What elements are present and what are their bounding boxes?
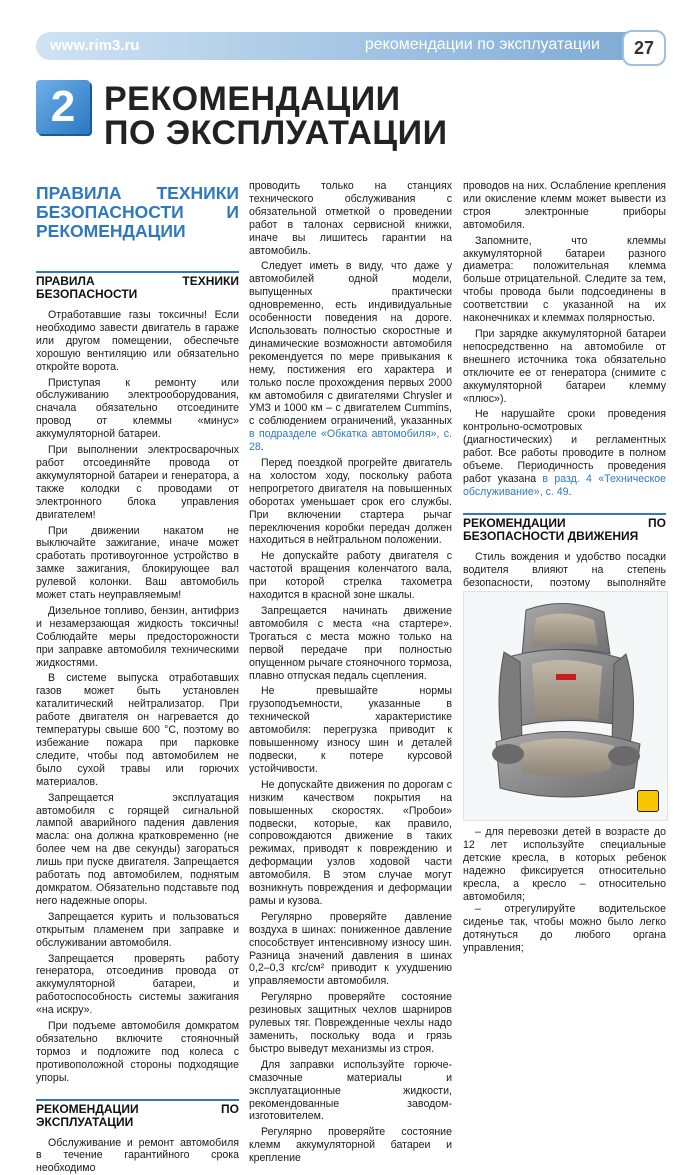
subsection-heading: РЕКОМЕНДАЦИИ ПО ЭКСПЛУАТАЦИИ [36,1099,239,1129]
child-seat-illustration [464,592,667,820]
paragraph: Обслуживание и ремонт автомобиля в течение гарантийного срока необходимо [36,1136,239,1175]
paragraph: Запрещается начинать движение автомобиля с места «на стартере». Трогаться с места можно только на первой передаче при полностью опущенном рычаге стояночного тормоза, плавно отпуская педаль сцепления. [249,605,452,682]
subsection-heading: РЕКОМЕНДАЦИИ ПО БЕЗОПАСНОСТИ ДВИЖЕНИЯ [463,513,666,543]
section-title: ПРАВИЛА ТЕХНИКИ БЕЗОПАСНОСТИ И РЕКОМЕНДАЦИИ [36,183,239,241]
child-seat-photo [463,591,668,821]
paragraph: Не превышайте нормы грузоподъемности, указанные в технической характеристике автомобиля: перегрузка приводит к повышенному износу шин и деталей подвески, к потере курсовой устойчивости. [249,685,452,775]
paragraph-text: Следует иметь в виду, что даже у автомобилей одной модели, выпущенных практически одновременно, есть индивидуальные особенности поведения на дороге. Использовать полностью скоростные и динамические возможности автомобиля рекомендуется по мере привыкания к нему, постижения его характера и только после прохождения первых 2000 км автомобиля с двигателями Chrysler и УМЗ и 1000 км – с двигателем Cummins, с соблюдением ограничений, указанных [249,260,452,428]
paragraph [249,260,452,454]
paragraph: Регулярно проверяйте состояние резиновых защитных чехлов шарниров рулевых тяг. Поврежденные чехлы надо заменить, поскольку вода и грязь быстро выведут механизмы из строя. [249,991,452,1055]
paragraph: Дизельное топливо, бензин, антифриз и незамерзающая жидкость токсичны! Соблюдайте меры предосторожности при заправке автомобиля техническими жидкостями. [36,604,239,669]
paragraph: Запрещается проверять работу генератора, отсоединив провода от аккумуляторной батареи, и работоспособность системы зажигания «на искру». [36,952,239,1017]
paragraph: При подъеме автомобиля домкратом обязательно включите стояночный тормоз и подложите под колеса с противоположной стороны подходящие упоры. [36,1020,239,1084]
chapter-title [104,82,448,150]
paragraph: Не допускайте движения по дорогам с низким качеством покрытия на повышенных скоростях. «Пробои» подвески, которые, как правило, сопровождаются движение в таких режимах, приводят к повреждению и деформации узлов ходовой части автомобиля. В этом случае могут возникнуть повреждения и деформации рамы и кузова. [249,778,452,907]
paragraph: Перед поездкой прогрейте двигатель на холостом ходу, поскольку работа непрогретого двигателя на повышенных оборотах уменьшает срок его службы. При включении стартера рычаг переключения коробки передач должен находиться в нейтральном положении. [249,457,452,547]
page-number: 27 [622,30,666,66]
list-item: – отрегулируйте водительское сиденье так, чтобы можно было легко дотянуться до любого органа управления; [463,903,666,955]
paragraph: Стиль вождения и удобство посадки водителя влияют на степень безопасности, поэтому выполняйте [463,550,666,589]
paragraph-text: Не нарушайте сроки проведения контрольно-осмотровых (диагностических) и регламентных работ. Все работы проводите в полном объеме. Периодичность проведения работ указана [463,408,666,485]
site-url: www.rim3.ru [50,37,140,54]
chapter-number-badge: 2 [36,80,90,134]
paragraph: Приступая к ремонту или обслуживанию электрооборудования, сначала обязательно отсоедините провод от клеммы «минус» аккумуляторной батареи. [36,376,239,441]
text-column-2 [249,180,452,1165]
subsection-heading: ПРАВИЛА ТЕХНИКИ БЕЗОПАСНОСТИ [36,271,239,301]
paragraph: проводов на них. Ослабление крепления или окисление клемм может вывести из строя электронные приборы автомобиля. [463,180,666,231]
paragraph-text: . [568,485,572,498]
paragraph: Не допускайте работу двигателя с частотой вращения коленчатого вала, при которой стрелка тахометра находится в красной зоне шкалы. [249,550,452,602]
text-column-1 [36,180,239,1175]
running-section-title: рекомендации по эксплуатации [364,36,600,53]
paragraph: Регулярно проверяйте состояние клемм аккумуляторной батареи и крепление [249,1126,452,1165]
paragraph: Запомните, что клеммы аккумуляторной батареи разного диаметра: положительная клемма больше отрицательной. Следите за тем, чтобы провода были подсоединены в соответствии с указанной на их наконечниках и клеммах полярностью. [463,234,666,325]
paragraph: Запрещается эксплуатация автомобиля с горящей сигнальной лампой аварийного падения давления масла: она должна кратковременно (не более чем на две секунды) загораться лишь при пуске двигателя. Запрещается работать под автомобилем, поднятым домкратом. Обязательно подставьте под него надежные опоры. [36,791,239,907]
paragraph: проводить только на станциях технического обслуживания с обязательной отметкой о проведении работ в талонах сервисной книжки, иначе вы лишитесь гарантии на автомобиль. [249,180,452,257]
paragraph: При зарядке аккумуляторной батареи непосредственно на автомобиле от внешнего источника тока обязательно отключите ее от генератора (снимите с аккумуляторной батареи клемму «плюс»). [463,327,666,405]
paragraph: При движении накатом не выключайте зажигание, иначе может сработать противоугонное устройство в замке зажигания, блокирующее вал рулевой колонки. Ваш автомобиль может стать неуправляемым! [36,524,239,602]
paragraph: Регулярно проверяйте давление воздуха в шинах: пониженное давление способствует интенсивному износу шин. Разница значений давления в шинах 0,2–0,3 кгс/см² приводит к ухудшению управляемости автомобиля. [249,910,452,988]
warning-badge-icon [637,790,659,812]
paragraph-text: . [260,441,264,454]
chapter-title-line1: РЕКОМЕНДАЦИИ [104,80,401,118]
text-column-3-bottom [463,826,666,955]
chapter-title-line2: ПО ЭКСПЛУАТАЦИИ [104,114,448,152]
paragraph [463,408,666,498]
paragraph: В системе выпуска отработавших газов может быть установлен каталитический нейтрализатор. При работе двигателя он нагревается до температуры свыше 600 °С, поэтому во избежание пожара при парковке следите, чтобы под автомобилем не было сухой травы или горючих материалов. [36,672,239,788]
list-item: – для перевозки детей в возрасте до 12 лет используйте специальные детские кресла, в которых ребенок надежно фиксируется относительно кресла, а кресло – относительно автомобиля; [463,826,666,903]
cross-reference-link[interactable]: в подразделе «Обкатка автомобиля», с. 28 [249,428,452,454]
paragraph: Отработавшие газы токсичны! Если необходимо завести двигатель в гараже или другом помещении, обеспечьте хорошую вентиляцию или обязательно откройте ворота. [36,309,239,373]
paragraph: Запрещается курить и пользоваться открытым пламенем при заправке и обслуживании автомобиля. [36,910,239,949]
paragraph: При выполнении электросварочных работ отсоединяйте провода от аккумуляторной батареи и генератора, а также колодки с проводами от электронного блока управления двигателем! [36,444,239,521]
paragraph: Для заправки используйте горюче-смазочные материалы и эксплуатационные жидкости, рекомендованные заводом-изготовителем. [249,1058,452,1123]
cross-reference-link[interactable]: в разд. 4 «Техническое обслуживание», с. 49 [463,472,666,498]
